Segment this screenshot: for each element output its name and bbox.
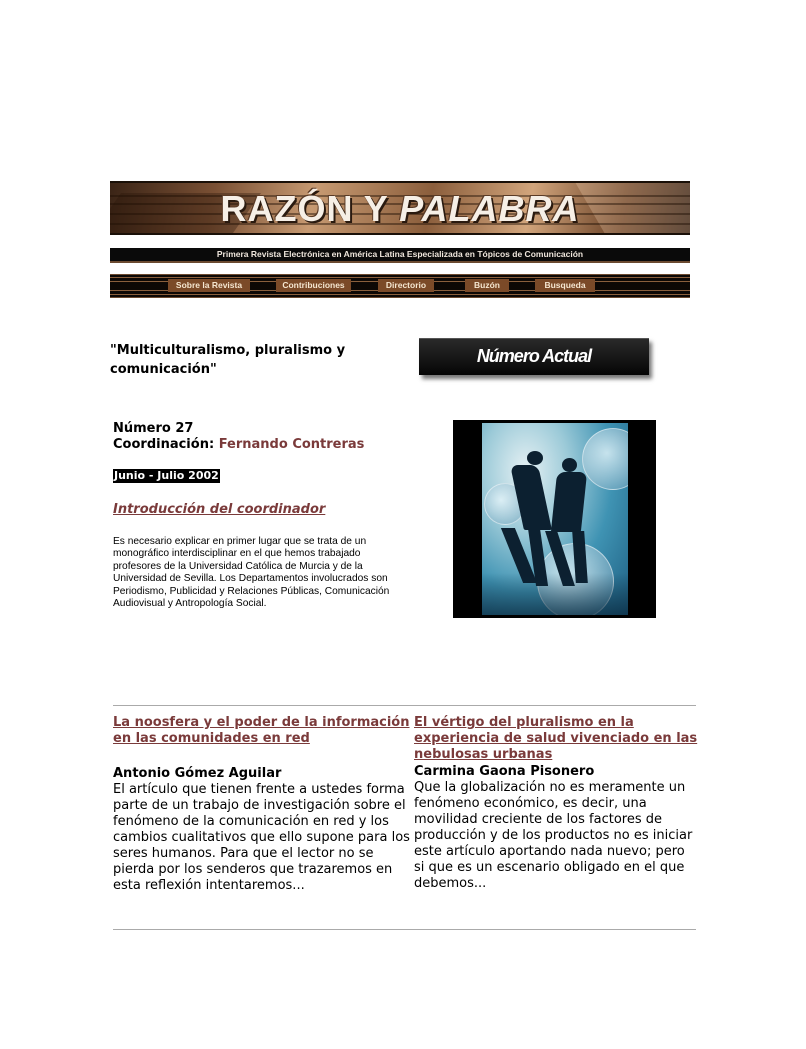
coordinator-intro-link[interactable]: Introducción del coordinador [113, 502, 326, 517]
masthead-title-part2: PALABRA [399, 188, 580, 229]
divider [113, 705, 696, 706]
subtitle-bar [110, 248, 690, 263]
issue-cover-image [453, 420, 656, 618]
article-1-title[interactable]: La noosfera y el poder de la información en las comunidades en red [113, 715, 410, 746]
masthead-title [110, 188, 690, 230]
issue-number: Número 27 [113, 421, 194, 436]
issue-date-badge: Junio - Julio 2002 [114, 469, 219, 482]
masthead-title-part1: RAZÓN Y [220, 188, 389, 229]
article-2-title[interactable]: El vértigo del pluralismo en la experiencia de salud vivenciado en las nebulosas urbanas [414, 715, 698, 762]
divider [113, 929, 696, 930]
nav-buzon[interactable]: Buzón [465, 279, 509, 292]
article-2-abstract: Que la globalización no es meramente un fenómeno económico, es decir, una movilidad creciente de los factores de producción y de los productos no es iniciar este artículo aportando nada nuevo; pero si que es un escenario obligado en el que debemos... [414, 780, 693, 891]
current-issue-button[interactable] [419, 338, 649, 375]
masthead-banner [110, 181, 690, 235]
coordination [113, 436, 364, 453]
article-1-abstract: El artículo que tienen frente a ustedes forma parte de un trabajo de investigación sobre el fenómeno de la comunicación en red y los cambios cualitativos que ello supone para los seres humanos. Para que el lector no se pierda por los senderos que trazaremos en esta reflexión intentaremos... [113, 782, 410, 893]
nav-busqueda[interactable]: Busqueda [535, 279, 595, 292]
cover-illustration [482, 423, 628, 615]
masthead-subtitle: Primera Revista Electrónica en América Latina Especializada en Tópicos de Comunicación [216, 249, 584, 259]
intro-text: Es necesario explicar en primer lugar que se trata de un monográfico interdisciplinar en el que hemos trabajado profesores de la Universidad Católica de Murcia y de la Universidad de Sevilla. Los Departamentos involucrados son Periodismo, Publicidad y Relaciones Públicas, Comunicación Audiovisual y Antropología Social. [113, 536, 390, 610]
coordination-label: Coordinación: [113, 437, 215, 452]
coordinator-name: Fernando Contreras [218, 437, 365, 452]
main-nav [110, 274, 690, 298]
nav-directorio[interactable]: Directorio [378, 279, 434, 292]
article-1-author: Antonio Gómez Aguilar [113, 766, 282, 781]
issue-title: "Multiculturalismo, pluralismo y comunicación" [110, 343, 346, 377]
current-issue-label: Número Actual [476, 346, 592, 366]
article-2-author: Carmina Gaona Pisonero [414, 764, 595, 779]
nav-contribuciones[interactable]: Contribuciones [276, 279, 351, 292]
nav-sobre-la-revista[interactable]: Sobre la Revista [168, 279, 250, 292]
